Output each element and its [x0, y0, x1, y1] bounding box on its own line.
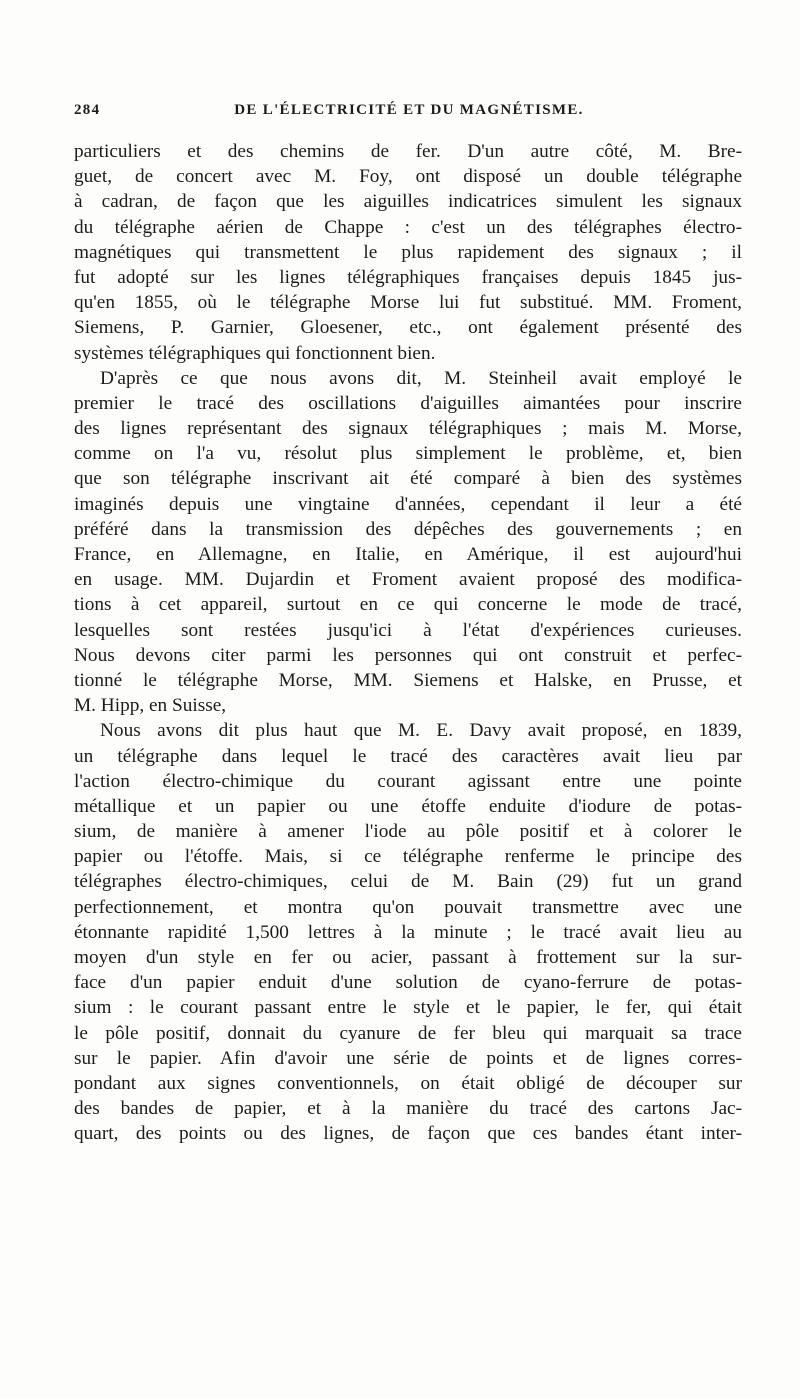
text-line: Nous devons citer parmi les personnes qui ont construit et perfec- — [74, 644, 742, 666]
text-line: lesquelles sont restées jusqu'ici à l'état d'expériences curieuses. — [74, 619, 742, 641]
text-line: moyen d'un style en fer ou acier, passant à frottement sur la sur- — [74, 947, 742, 968]
text-line: des bandes de papier, et à la manière du tracé des cartons Jac- — [74, 1098, 742, 1120]
text-line: France, en Allemagne, en Italie, en Amérique, il est aujourd'hui — [74, 544, 742, 565]
text-line: le pôle positif, donnait du cyanure de fer bleu qui marquait sa trace — [74, 1022, 742, 1044]
text-line: que son télégraphe inscrivant ait été comparé à bien des systèmes — [74, 468, 742, 490]
text-line: tions à cet appareil, surtout en ce qui concerne le mode de tracé, — [74, 594, 742, 616]
text-line: en usage. MM. Dujardin et Froment avaient proposé des modifica- — [74, 569, 742, 591]
page-number: 284 — [74, 102, 101, 118]
text-line: métallique et un papier ou une étoffe enduite d'iodure de potas- — [74, 795, 742, 817]
text-line: pondant aux signes conventionnels, on était obligé de découper sur — [74, 1072, 742, 1094]
text-line: Siemens, P. Garnier, Gloesener, etc., ont également présenté des — [74, 317, 742, 339]
text-line: un télégraphe dans lequel le tracé des caractères avait lieu par — [74, 745, 742, 767]
text-line: du télégraphe aérien de Chappe : c'est un des télégraphes électro- — [74, 216, 742, 238]
text-line: préféré dans la transmission des dépêches des gouvernements ; en — [74, 518, 742, 540]
text-line: M. Hipp, en Suisse, — [74, 695, 227, 717]
paragraph-start-line: Nous avons dit plus haut que M. E. Davy avait proposé, en 1839, — [100, 720, 742, 742]
running-head — [74, 102, 744, 126]
text-line: quart, des points ou des lignes, de façon que ces bandes étant inter- — [74, 1123, 742, 1145]
text-line: comme on l'a vu, résolut plus simplement le problème, et, bien — [74, 443, 742, 465]
text-line: papier ou l'étoffe. Mais, si ce télégraphe renferme le principe des — [74, 846, 742, 868]
text-line: perfectionnement, et montra qu'on pouvait transmettre avec une — [74, 896, 742, 918]
text-line: des lignes représentant des signaux télégraphiques ; mais M. Morse, — [74, 418, 742, 440]
text-line: fut adopté sur les lignes télégraphiques françaises depuis 1845 jus- — [74, 266, 742, 288]
text-line: tionné le télégraphe Morse, MM. Siemens et Halske, en Prusse, et — [74, 669, 742, 691]
text-line: guet, de concert avec M. Foy, ont disposé un double télégraphe — [74, 166, 742, 188]
text-line: sium, de manière à amener l'iode au pôle positif et à colorer le — [74, 821, 742, 843]
text-line: télégraphes électro-chimiques, celui de M. Bain (29) fut un grand — [74, 871, 742, 893]
text-line: à cadran, de façon que les aiguilles indicatrices simulent les signaux — [74, 191, 742, 213]
text-line: premier le tracé des oscillations d'aiguilles aimantées pour inscrire — [74, 392, 742, 414]
text-line: systèmes télégraphiques qui fonctionnent bien. — [74, 342, 436, 364]
text-line: sium : le courant passant entre le style et le papier, le fer, qui était — [74, 997, 742, 1019]
text-line: qu'en 1855, où le télégraphe Morse lui fut substitué. MM. Froment, — [74, 292, 742, 314]
running-title: DE L'ÉLECTRICITÉ ET DU MAGNÉTISME. — [234, 102, 584, 118]
text-line: imaginés depuis une vingtaine d'années, cependant il leur a été — [74, 493, 742, 515]
text-line: l'action électro-chimique du courant agissant entre une pointe — [74, 770, 742, 792]
body-text — [74, 139, 742, 1147]
text-line: magnétiques qui transmettent le plus rapidement des signaux ; il — [74, 241, 742, 263]
text-line: particuliers et des chemins de fer. D'un autre côté, M. Bre- — [74, 141, 742, 162]
paragraph-start-line: D'après ce que nous avons dit, M. Steinheil avait employé le — [100, 367, 742, 389]
text-line: sur le papier. Afin d'avoir une série de points et de lignes corres- — [74, 1047, 742, 1069]
text-line: face d'un papier enduit d'une solution de cyano-ferrure de potas- — [74, 972, 742, 994]
text-line: étonnante rapidité 1,500 lettres à la minute ; le tracé avait lieu au — [74, 921, 742, 943]
